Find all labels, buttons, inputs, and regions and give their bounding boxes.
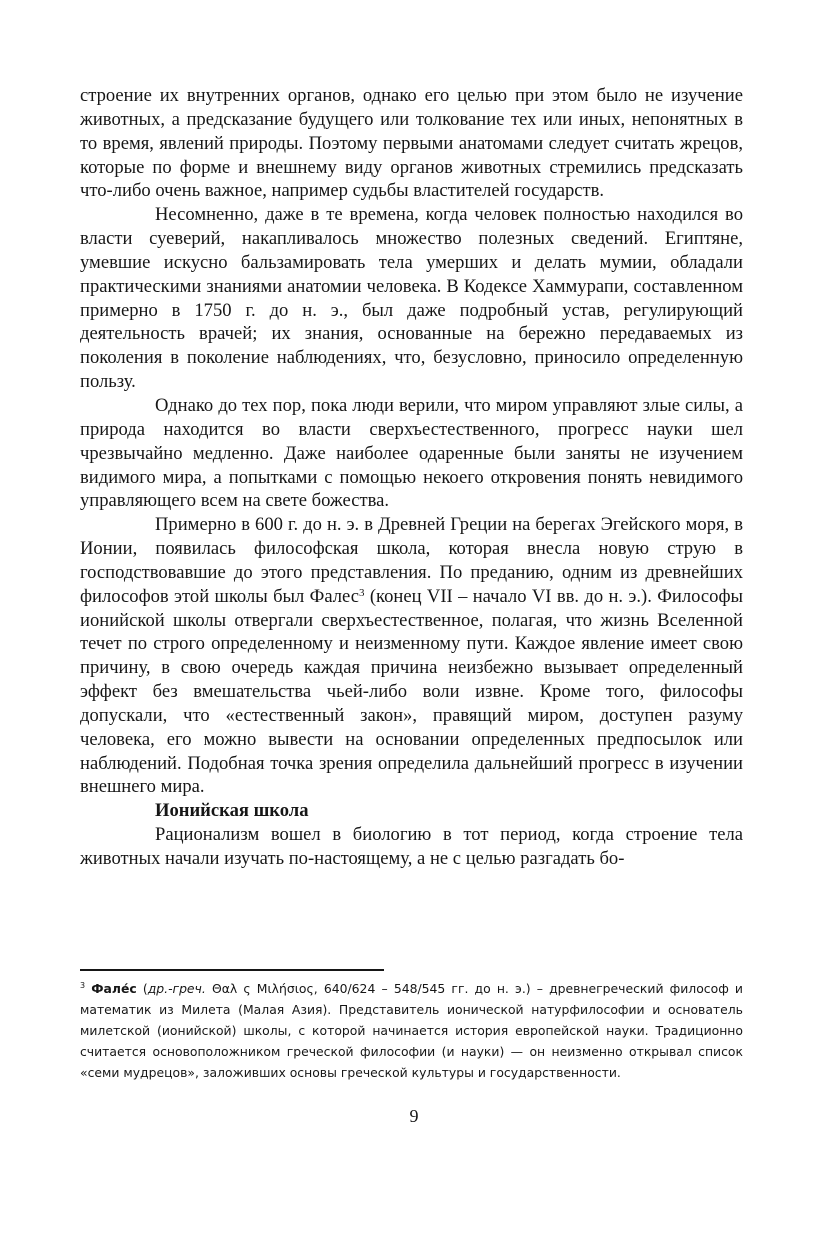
- footnote-language: др.-греч.: [147, 981, 206, 996]
- footnote-divider: [80, 969, 384, 971]
- page-number: 9: [409, 1106, 419, 1126]
- footnote-marker[interactable]: 3: [359, 586, 365, 599]
- footnote-name: Фале́с: [91, 981, 137, 996]
- paragraph-4: [80, 513, 743, 799]
- footnote-text: Θαλ ς Μιλήσιος, 640/624 – 548/545 гг. до н. э.) – древнегреческий философ и математик из Милета (Малая Азия). Представитель ионической натурфилософии и основатель милетской (ионийской) школы, с которой начинается история европейской науки. Традиционно считается основоположником греческой философии (и науки) — он неизменно открывал список «семи мудрецов», заложивших основы греческой культуры и государственности.: [80, 981, 743, 1080]
- paragraph-4-part-1: Примерно в 600 г. до н. э. в Древней Греции на берегах Эгейского моря, в Ионии, появилась философская школа, которая внесла новую струю в господствовавшие до этого представления. По преданию, одним из древнейших философов этой школы был Фалес: [80, 514, 743, 607]
- paragraph-3: Однако до тех пор, пока люди верили, что миром управляют злые силы, а природа находится во власти сверхъестественного, прогресс науки шел чрезвычайно медленно. Даже наиболее одаренные были заняты не изучением видимого мира, а попытками с помощью некоего откровения понять невидимого управляющего всем на свете божества.: [80, 394, 743, 512]
- paragraph-2: Несомненно, даже в те времена, когда человек полностью находился во власти суеверий, накапливалось множество полезных сведений. Египтяне, умевшие искусно бальзамировать тела умерших и делать мумии, обладали практическими знаниями анатомии человека. В Кодексе Хаммурапи, составленном примерно в 1750 г. до н. э., был даже подробный устав, регулирующий деятельность врачей; их знания, основанные на бережно передаваемых из поколения в поколение наблюдениях, что, безусловно, приносило определенную пользу.: [80, 204, 743, 393]
- paragraph-5: Рационализм вошел в биологию в тот период, когда строение тела животных начали изучать по-настоящему, а не с целью разгадать бо-: [80, 824, 743, 869]
- paragraph-1: строение их внутренних органов, однако его целью при этом было не изучение животных, а предсказание будущего или толкование тех или иных, непонятных в то время, явлений природы. Поэтому первыми анатомами следует считать жрецов, которые по форме и внешнему виду органов животных стремились предсказать что-либо очень важное, например судьбы властителей государств.: [80, 85, 743, 202]
- section-heading: Ионийская школа: [155, 800, 309, 822]
- main-text: [80, 84, 743, 871]
- footnote-number: 3: [80, 981, 86, 990]
- footnote: $^3$ Фале́с (др.-греч. Θαλ ς Μιλήσιος, 640/624 – 548/545 гг. до н. э.) – древнегреческий философ и математик из Милета (Малая Азия). Представитель ионической натурфилософии и основатель милетской (ионийской) школы, с которой начинается история европейской науки. Традиционно считается основоположником греческой философии (и науки) — он неизменно открывал список «семи мудрецов», заложивших основы греческой культуры и государственности.: [80, 981, 743, 1080]
- paragraph-4-part-2: (конец VII – начало VI вв. до н. э.). Философы ионийской школы отвергали сверхъестественное, полагая, что жизнь Вселенной течет по строго определенному и неизменному пути. Каждое явление имеет свою причину, в свою очередь каждая причина неизбежно вызывает определенный эффект без вмешательства чьей-либо воли извне. Кроме того, философы допускали, что «естественный закон», правящий миром, доступен разуму человека, его можно вывести на основании определенных предпосылок или наблюдений. Подобная точка зрения определила дальнейший прогресс в изучении внешнего мира.: [80, 585, 743, 798]
